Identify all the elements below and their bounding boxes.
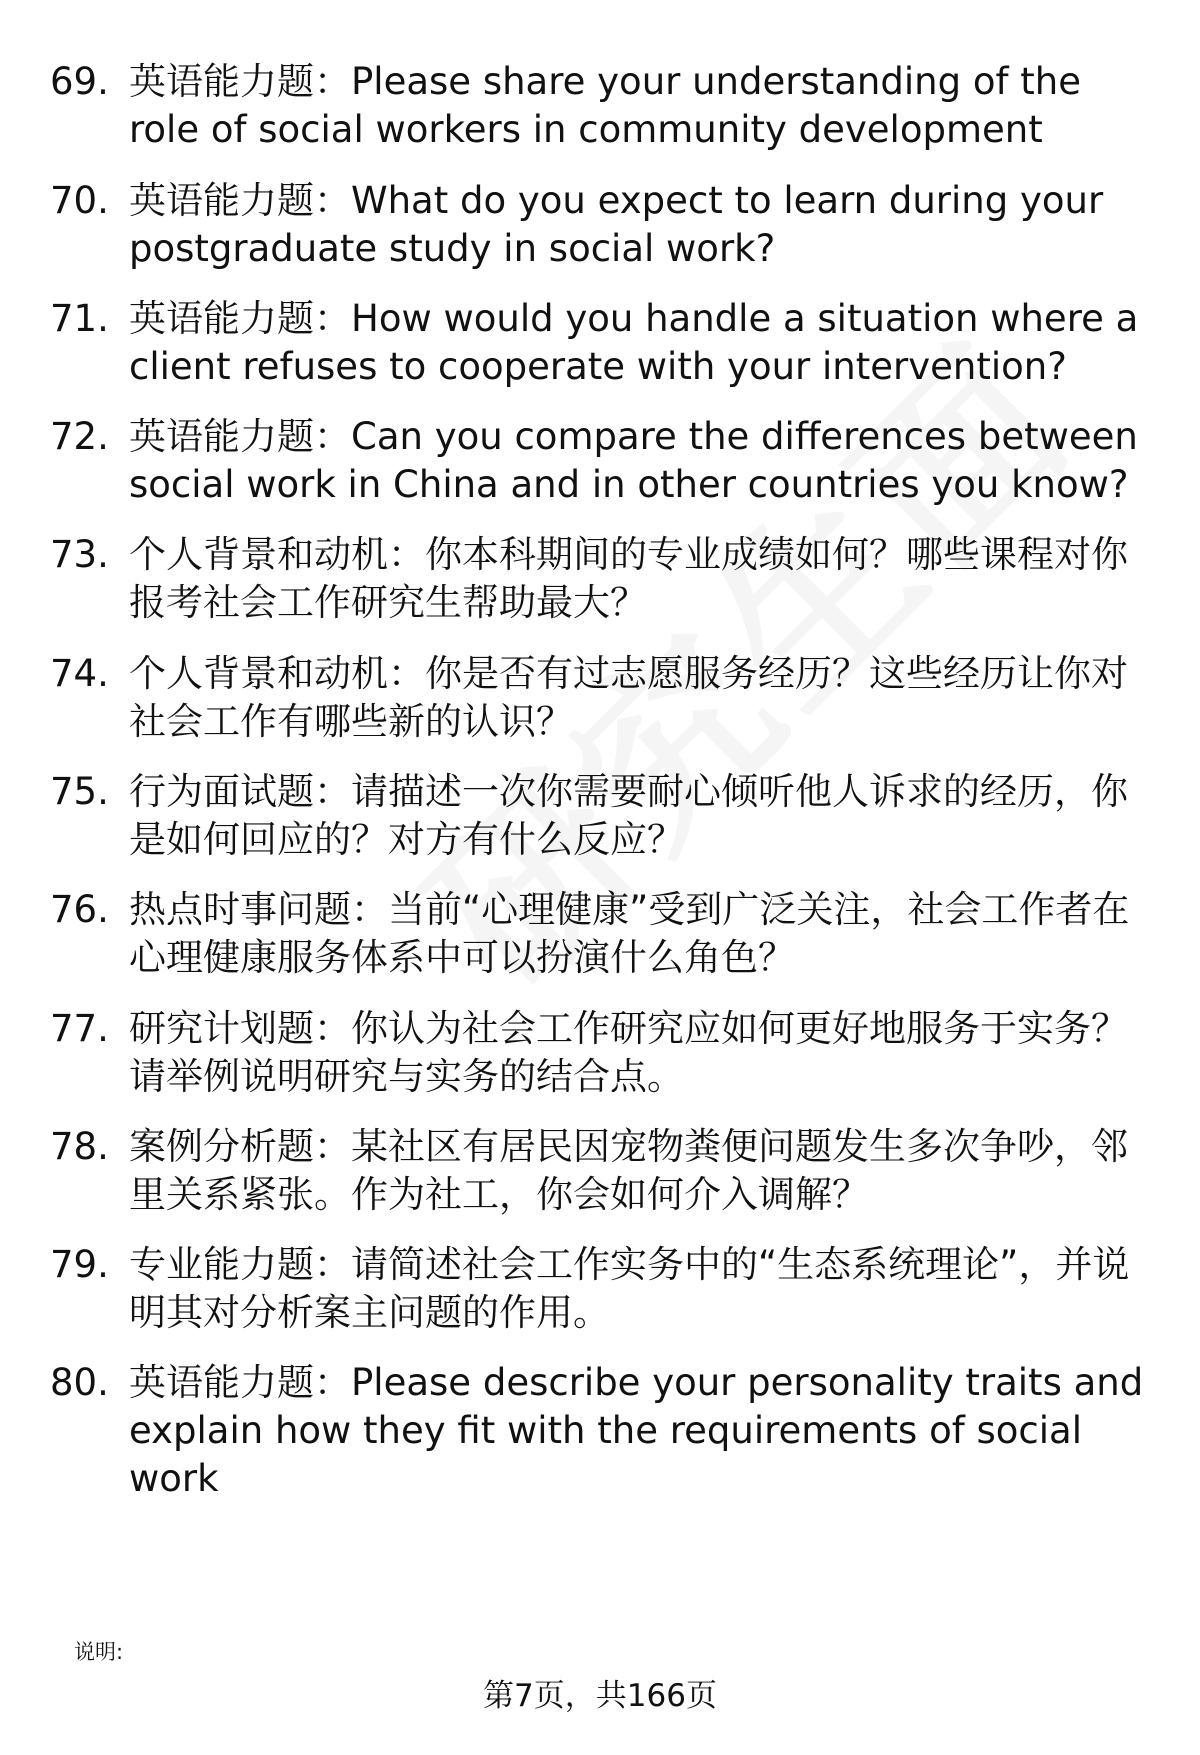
question-number: 74. xyxy=(50,652,109,695)
question-number: 76. xyxy=(50,888,109,931)
question-number: 69. xyxy=(50,60,109,103)
question-number: 80. xyxy=(50,1361,109,1404)
question-item xyxy=(50,1359,1160,1503)
question-item xyxy=(50,531,1160,627)
question-text: 案例分析题：某社区有居民因宠物粪便问题发生多次争吵，邻里关系紧张。作为社工，你会如何介入调解？ xyxy=(129,1125,1128,1216)
question-text: 专业能力题：请简述社会工作实务中的“生态系统理论”，并说明其对分析案主问题的作用。 xyxy=(129,1243,1130,1334)
question-text: 个人背景和动机：你本科期间的专业成绩如何？哪些课程对你报考社会工作研究生帮助最大？ xyxy=(129,533,1128,624)
page-footer: 第7页，共166页 xyxy=(483,1678,717,1714)
question-text: 英语能力题：Please describe your personality traits and explain how they fit with the requirements of social work xyxy=(129,1361,1144,1500)
question-number: 75. xyxy=(50,770,109,813)
question-item xyxy=(50,886,1160,982)
question-item xyxy=(50,58,1160,154)
question-text: 行为面试题：请描述一次你需要耐心倾听他人诉求的经历，你是如何回应的？对方有什么反应？ xyxy=(129,770,1128,861)
question-number: 73. xyxy=(50,533,109,576)
question-text: 英语能力题：How would you handle a situation where a client refuses to cooperate with your intervention? xyxy=(129,297,1139,388)
question-text: 研究计划题：你认为社会工作研究应如何更好地服务于实务？请举例说明研究与实务的结合点。 xyxy=(129,1007,1128,1098)
question-number: 72. xyxy=(50,415,109,458)
question-item xyxy=(50,1241,1160,1337)
question-text: 英语能力题：Can you compare the differences between social work in China and in other countries you know? xyxy=(129,415,1138,506)
question-item xyxy=(50,650,1160,746)
question-item xyxy=(50,1123,1160,1219)
question-item xyxy=(50,177,1160,273)
question-text: 个人背景和动机：你是否有过志愿服务经历？这些经历让你对社会工作有哪些新的认识？ xyxy=(129,652,1128,743)
question-text: 英语能力题：Please share your understanding of the role of social workers in community development xyxy=(129,60,1081,151)
question-number: 70. xyxy=(50,179,109,222)
question-number: 78. xyxy=(50,1125,109,1168)
question-item xyxy=(50,295,1160,391)
question-item xyxy=(50,413,1160,509)
question-number: 77. xyxy=(50,1007,109,1050)
question-number: 79. xyxy=(50,1243,109,1286)
question-item xyxy=(50,768,1160,864)
question-number: 71. xyxy=(50,297,109,340)
question-text: 英语能力题：What do you expect to learn during your postgraduate study in social work? xyxy=(129,179,1104,270)
note-label: 说明: xyxy=(74,1640,124,1664)
question-item xyxy=(50,1005,1160,1101)
question-text: 热点时事问题：当前“心理健康”受到广泛关注，社会工作者在心理健康服务体系中可以扮演什么角色？ xyxy=(129,888,1130,979)
